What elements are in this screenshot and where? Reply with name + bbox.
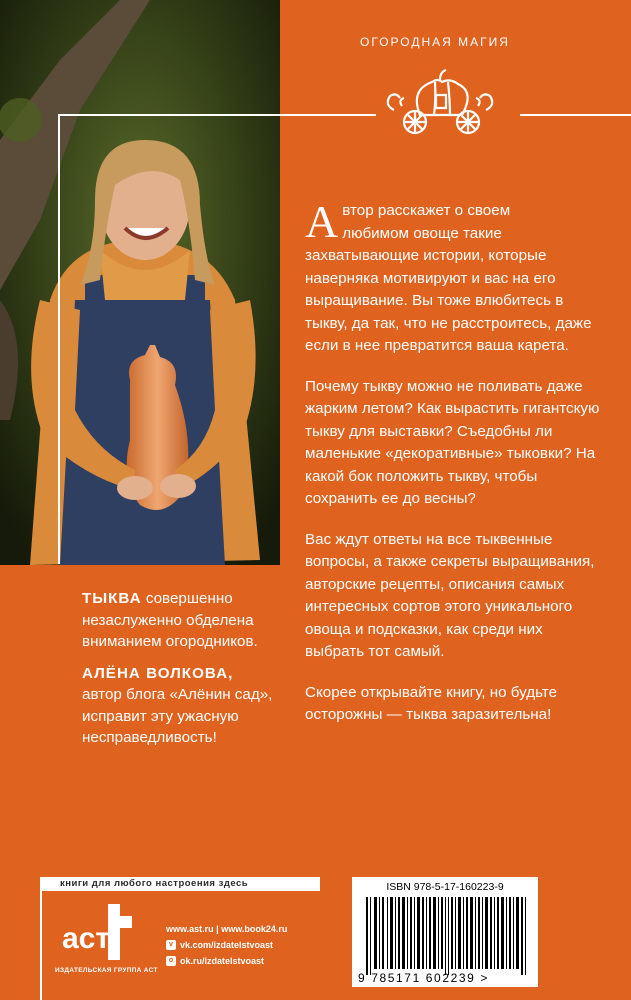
description-paragraph-4: Скорее открывайте книгу, но будьте осторожны — тыква заразительна! bbox=[305, 683, 558, 723]
blurb-highlight-title: ТЫКВА bbox=[82, 590, 142, 607]
blurb-highlight-author: АЛЁНА ВОЛКОВА, bbox=[82, 664, 234, 682]
ok-link[interactable] bbox=[166, 953, 287, 969]
barcode bbox=[352, 877, 538, 987]
vk-link-text: vk.com/izdatelstvoast bbox=[180, 940, 274, 950]
series-rule-left bbox=[280, 114, 376, 116]
isbn-text: ISBN 978-5-17-160223-9 bbox=[386, 881, 504, 893]
blurb-text-2: автор блога «Алёнин сад», исправит эту ужасную несправедливость! bbox=[82, 686, 273, 746]
publisher-name: ИЗДАТЕЛЬСКАЯ ГРУППА АСТ bbox=[55, 967, 158, 974]
websites-link[interactable]: www.ast.ru | www.book24.ru bbox=[166, 924, 288, 934]
series-title: ОГОРОДНАЯ МАГИЯ bbox=[360, 35, 510, 49]
frame-line-top bbox=[58, 114, 280, 116]
author-photo bbox=[0, 0, 280, 565]
ast-logo-text: аст bbox=[62, 922, 111, 955]
author-photo-illustration bbox=[0, 0, 280, 565]
pumpkin-carriage-icon bbox=[380, 60, 500, 140]
ok-link-text: ok.ru/izdatelstvoast bbox=[180, 956, 265, 966]
tagline: книги для любого настроения здесь bbox=[60, 878, 249, 889]
description-paragraph-1 bbox=[305, 196, 605, 358]
author-blurb bbox=[82, 588, 282, 759]
vk-icon: v bbox=[166, 940, 176, 950]
series-rule-right bbox=[520, 114, 631, 116]
description-text bbox=[305, 196, 605, 745]
description-line-2: любимом овоще такие bbox=[342, 224, 502, 242]
description-paragraph-3: Вас ждут ответы на все тыквенные вопросы, а также секреты выращивания, авторские рецепты, описания самых интересных сортов этого уникального овоща и подсказки, как среди них выбрать тот самый. bbox=[305, 530, 595, 660]
ast-logo-icon bbox=[62, 900, 142, 965]
description-rest: захватывающие истории, которые наверняка мотивируют и вас на его выращивание. Вы тоже влюбитесь в тыкву, да так, что не расстроитесь, даже если в нее превратится ваша карета. bbox=[305, 247, 592, 354]
blurb-paragraph-2 bbox=[82, 663, 282, 749]
blurb-text-1: совершенно незаслуженно обделена вниманием огородников. bbox=[82, 590, 258, 650]
vk-link[interactable] bbox=[166, 937, 287, 953]
barcode-digits: 9 785171 602239 > bbox=[358, 971, 489, 985]
blurb-paragraph-1 bbox=[82, 588, 282, 653]
frame-line-left bbox=[58, 114, 60, 564]
drop-cap: А bbox=[305, 196, 339, 247]
description-line-1: втор расскажет о своем bbox=[342, 202, 511, 219]
frame-line-bottom bbox=[40, 891, 42, 1000]
description-paragraph-2: Почему тыкву можно не поливать даже жарким летом? Как вырастить гигантскую тыкву для выставки? Съедобны ли маленькие «декоративные» тыковки? На какой бок положить тыкву, чтобы сохранить ее до весны? bbox=[305, 377, 600, 507]
publisher-links bbox=[166, 921, 287, 969]
ok-icon: o bbox=[166, 956, 176, 966]
